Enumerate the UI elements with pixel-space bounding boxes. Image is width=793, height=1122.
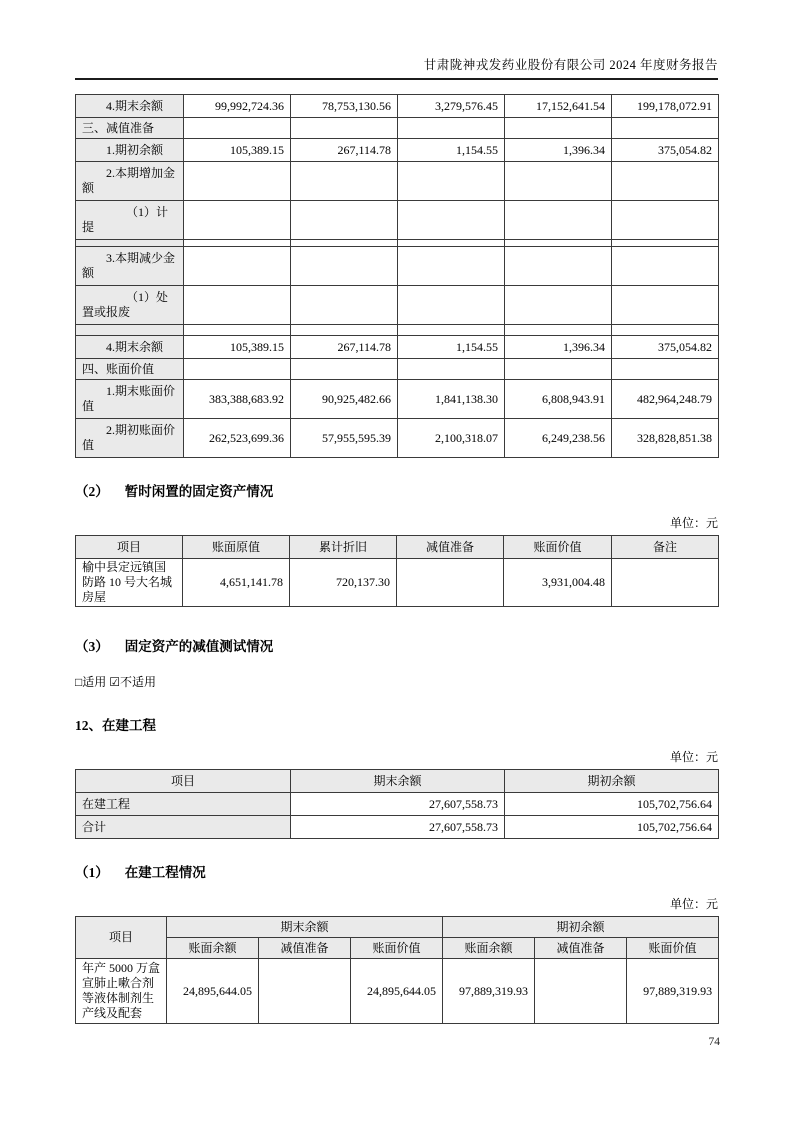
cell-value: 90,925,482.66 (291, 380, 398, 419)
section-number: （1） (75, 865, 109, 880)
cip-section-heading: 12、在建工程 (75, 718, 156, 733)
cell-value (291, 286, 398, 325)
cell-value (291, 201, 398, 240)
cip-detail-table (75, 916, 719, 1024)
table-row (76, 336, 719, 359)
cell-value: 97,889,319.93 (443, 959, 535, 1024)
cell-value: 3,931,004.48 (504, 559, 612, 607)
cell-value: 97,889,319.93 (627, 959, 719, 1024)
table-row (76, 793, 719, 816)
cell-value (505, 325, 612, 336)
cell-value: 27,607,558.73 (291, 793, 505, 816)
cell-value (505, 359, 612, 380)
cell-label: 1.期末账面价值 (76, 380, 184, 419)
cell-value (612, 559, 719, 607)
cell-value (398, 201, 505, 240)
cell-value (612, 247, 719, 286)
cell-value: 105,389.15 (184, 139, 291, 162)
column-group-header: 期末余额 (167, 917, 443, 938)
column-group-header: 期初余额 (443, 917, 719, 938)
table-row (76, 959, 719, 1024)
cell-value (505, 118, 612, 139)
cell-value: 24,895,644.05 (351, 959, 443, 1024)
table-row (76, 380, 719, 419)
cell-label: 在建工程 (76, 793, 291, 816)
cell-value: 375,054.82 (612, 139, 719, 162)
unit-label: 单位：元 (669, 897, 718, 911)
table-header-row (76, 770, 719, 793)
cell-value (505, 162, 612, 201)
cell-label (76, 325, 184, 336)
cell-value (291, 240, 398, 247)
cell-value: 262,523,699.36 (184, 419, 291, 458)
table-row (76, 118, 719, 139)
cell-value (612, 325, 719, 336)
cell-label: 三、减值准备 (76, 118, 184, 139)
cell-value (184, 162, 291, 201)
cell-value (184, 286, 291, 325)
table-row (76, 139, 719, 162)
cell-value (505, 240, 612, 247)
cell-value (612, 286, 719, 325)
cip-summary-table (75, 769, 719, 839)
cell-value (398, 247, 505, 286)
table-row (76, 359, 719, 380)
cell-value (291, 162, 398, 201)
cell-value (505, 286, 612, 325)
cip-detail-heading (75, 861, 718, 881)
cell-label: 榆中县定远镇国防路 10 号大名城房屋 (76, 559, 183, 607)
cell-value: 99,992,724.36 (184, 95, 291, 118)
cell-label: 3.本期减少金额 (76, 247, 184, 286)
idle-fixed-assets-table (75, 535, 719, 607)
cell-label: 年产 5000 万盒宣肺止嗽合剂等液体制剂生产线及配套 (76, 959, 167, 1024)
cell-value: 482,964,248.79 (612, 380, 719, 419)
cell-value (291, 325, 398, 336)
column-header: 备注 (612, 536, 719, 559)
cell-value (259, 959, 351, 1024)
cell-value (184, 240, 291, 247)
cell-value: 105,702,756.64 (505, 793, 719, 816)
cell-label: （1）计提 (76, 201, 184, 240)
section-2-heading (75, 480, 718, 500)
column-subheader: 账面价值 (351, 938, 443, 959)
cell-value: 17,152,641.54 (505, 95, 612, 118)
cell-value: 6,808,943.91 (505, 380, 612, 419)
cell-value (291, 247, 398, 286)
table-row (76, 816, 719, 839)
cell-value: 1,396.34 (505, 139, 612, 162)
column-subheader: 账面价值 (627, 938, 719, 959)
cell-value (291, 118, 398, 139)
cell-label: 4.期末余额 (76, 336, 184, 359)
cell-value: 57,955,595.39 (291, 419, 398, 458)
table-subheader-row (76, 938, 719, 959)
section-number: （3） (75, 639, 109, 654)
section-title: 在建工程情况 (124, 865, 206, 880)
column-subheader: 减值准备 (535, 938, 627, 959)
cell-value (184, 325, 291, 336)
cell-label: （1）处置或报废 (76, 286, 184, 325)
cell-value: 375,054.82 (612, 336, 719, 359)
column-header: 项目 (76, 536, 183, 559)
column-header: 期末余额 (291, 770, 505, 793)
unit-label: 单位：元 (669, 750, 718, 764)
table-row (76, 95, 719, 118)
column-header: 期初余额 (505, 770, 719, 793)
cell-value: 4,651,141.78 (183, 559, 290, 607)
section-title: 固定资产的减值测试情况 (124, 639, 274, 654)
cell-value: 105,389.15 (184, 336, 291, 359)
table-row (76, 559, 719, 607)
cell-value: 328,828,851.38 (612, 419, 719, 458)
cell-label: 合计 (76, 816, 291, 839)
cell-value: 6,249,238.56 (505, 419, 612, 458)
column-header: 累计折旧 (290, 536, 397, 559)
cell-value (612, 201, 719, 240)
cell-value (535, 959, 627, 1024)
cell-value: 1,154.55 (398, 139, 505, 162)
column-header: 减值准备 (397, 536, 504, 559)
table-header-row (76, 917, 719, 938)
doc-header-title: 甘肃陇神戎发药业股份有限公司 2024 年度财务报告 (75, 55, 718, 80)
column-header: 项目 (76, 770, 291, 793)
cell-value: 27,607,558.73 (291, 816, 505, 839)
cell-value (397, 559, 504, 607)
cell-value (398, 286, 505, 325)
cell-value (612, 118, 719, 139)
cell-value (291, 359, 398, 380)
cell-value: 267,114.78 (291, 336, 398, 359)
table-row (76, 247, 719, 286)
cell-label (76, 240, 184, 247)
cell-value (398, 325, 505, 336)
cell-value (398, 359, 505, 380)
cell-value (184, 247, 291, 286)
cell-value (612, 162, 719, 201)
cell-value: 199,178,072.91 (612, 95, 719, 118)
cell-label: 四、账面价值 (76, 359, 184, 380)
column-subheader: 减值准备 (259, 938, 351, 959)
table-row (76, 419, 719, 458)
cell-value: 105,702,756.64 (505, 816, 719, 839)
page-number: 74 (708, 1036, 720, 1048)
column-subheader: 账面余额 (167, 938, 259, 959)
table-row (76, 286, 719, 325)
cell-value: 720,137.30 (290, 559, 397, 607)
cell-value: 1,396.34 (505, 336, 612, 359)
table-header-row (76, 536, 719, 559)
cell-label: 4.期末余额 (76, 95, 184, 118)
cell-value: 1,841,138.30 (398, 380, 505, 419)
fixed-assets-continued-table (75, 94, 719, 458)
column-subheader: 账面余额 (443, 938, 535, 959)
cell-value (184, 201, 291, 240)
cell-value: 267,114.78 (291, 139, 398, 162)
column-header: 项目 (76, 917, 167, 959)
section-3-heading (75, 635, 718, 655)
section-number: （2） (75, 484, 109, 499)
cell-value (398, 162, 505, 201)
table-row (76, 162, 719, 201)
cell-value (612, 240, 719, 247)
cell-value: 2,100,318.07 (398, 419, 505, 458)
cell-value (398, 118, 505, 139)
unit-label: 单位：元 (669, 516, 718, 530)
cell-value (184, 118, 291, 139)
cell-value (505, 247, 612, 286)
table-row (76, 201, 719, 240)
column-header: 账面原值 (183, 536, 290, 559)
cell-value: 24,895,644.05 (167, 959, 259, 1024)
cell-value: 383,388,683.92 (184, 380, 291, 419)
page-content (75, 55, 718, 1024)
column-header: 账面价值 (504, 536, 612, 559)
cell-value: 78,753,130.56 (291, 95, 398, 118)
cell-value: 3,279,576.45 (398, 95, 505, 118)
cell-value (612, 359, 719, 380)
table-row-spacer (76, 325, 719, 336)
cell-value (398, 240, 505, 247)
cell-label: 2.本期增加金额 (76, 162, 184, 201)
applicability-line: □适用 ☑不适用 (75, 675, 157, 689)
cell-label: 2.期初账面价值 (76, 419, 184, 458)
cell-label: 1.期初余额 (76, 139, 184, 162)
table-row-spacer (76, 240, 719, 247)
cell-value (184, 359, 291, 380)
section-title: 暂时闲置的固定资产情况 (124, 484, 274, 499)
cell-value: 1,154.55 (398, 336, 505, 359)
cell-value (505, 201, 612, 240)
